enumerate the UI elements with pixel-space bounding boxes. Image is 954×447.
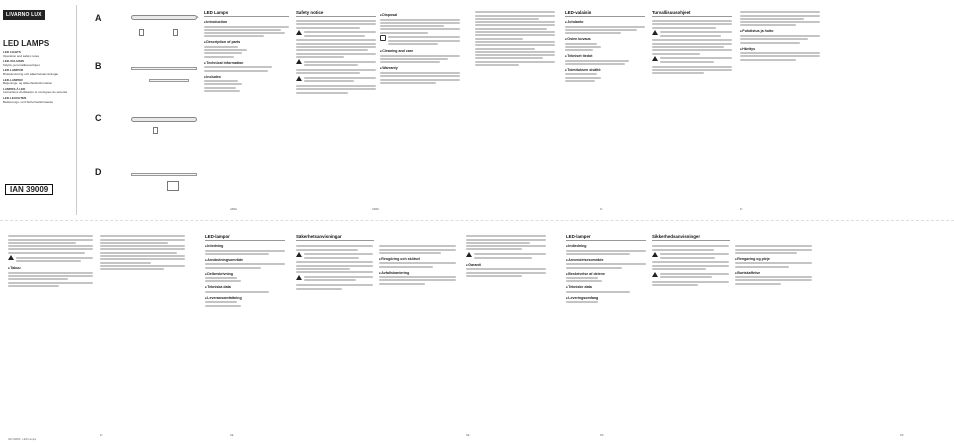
- clip-c: [153, 127, 158, 134]
- lamp-bar-a: [131, 15, 197, 20]
- page-dk-safety: Sikkerhedsanvisninger ■ Rengøring og pleje ■ Bortskaffelse: [652, 234, 812, 430]
- page-se-safety: Säkerhetsanvisningar ■ Rengöring och skötsel ■ Avfallshantering: [296, 234, 456, 430]
- figure-panel: [76, 5, 199, 215]
- variant-3: LED-LAMPOR: [3, 68, 23, 73]
- page-fi-safety: Turvallisuusohjeet: [652, 10, 732, 206]
- page-gb-disposal: ■ Disposal ■ Cleaning and care ■ Warranty: [380, 10, 460, 206]
- connector-d: [167, 181, 179, 191]
- variant-2: LED-VALAISIN: [3, 59, 24, 64]
- cover-title: LED LAMPS: [3, 39, 50, 48]
- variant-1: LED LIGHTS: [3, 50, 21, 54]
- variant-3-note: Bruksanvisning och säkerhetsanvisningar: [3, 71, 59, 76]
- page-se-warranty: ■ Garanti: [466, 234, 546, 430]
- variant-6-note: Bedienungs- und Sicherheitshinweise: [3, 99, 54, 104]
- variant-5: LAMPES À LED: [3, 86, 26, 91]
- page-fi-intro: LED-valaisin ■ Johdanto ■ Osien kuvaus ■ Tekniset tiedot ■ Toimituksen sisältö: [565, 10, 645, 206]
- ian-box: IAN 39009: [5, 184, 53, 195]
- page-fi-warranty-2: [100, 234, 185, 430]
- lamp-bar-c: [131, 117, 197, 122]
- figure-b: B: [93, 57, 197, 97]
- variant-6: LED-LEUCHTEN: [3, 95, 27, 100]
- clip-a2: [173, 29, 178, 36]
- figure-d: D: [93, 163, 197, 203]
- brand-logo: LIVARNO LUX: [3, 10, 45, 20]
- page-gb-warranty: [475, 10, 555, 206]
- cover-page: [3, 3, 73, 215]
- variant-5-note: Instructions d'utilisation et consignes de sécurité: [3, 90, 68, 95]
- page-fi-warranty: ■ Takuu: [8, 234, 93, 430]
- lamp-tube-b: [131, 67, 197, 70]
- figure-c: C: [93, 109, 197, 149]
- variant-2-note: Käyttö- ja turvallisuusohjeet: [3, 62, 40, 67]
- variant-4-note: Betjenings- og sikkerhedsinformation: [3, 81, 53, 86]
- page-gb-safety: Safety notice: [296, 10, 376, 206]
- page-fi-care: ■ Puhdistus ja hoito ■ Hävitys: [740, 10, 820, 206]
- page-gb-intro: LED Lamps ■ Introduction ■ Description of parts ■ Technical information ■ Includes: [204, 10, 289, 206]
- lamp-tube-d: [131, 173, 197, 176]
- page-se-intro: LED-lampor ■ Inledning ■ Användningsområde ■ Delbeskrivning ■ Tekniska data ■ Leveransomfattning: [205, 234, 285, 430]
- lamp-tube-b2: [149, 79, 189, 82]
- bin-icon: [380, 35, 386, 41]
- clip-a1: [139, 29, 144, 36]
- top-spread: LIVARNO LUX LED LAMPS LED LIGHTS Operation and safety notes LED-VALAISIN Käyttö- ja turvallisuusohjeet LED-LAMPOR Bruksanvisning och säkerhetsanvisningar LED-LAMPER Betjenings- og sikkerhedsinformation LAMPES À LED Instructions d'utilisation et consignes de sécurité LED-LEUCHTEN Bedienungs- und Sicherheitshinweise IAN 39009 A 1 B C D LED Lamps ■ Introduction ■ Description of parts ■ Technical information ■ Includes GB/IE Safety notice ■ Disposal ■ Cleaning and care ■ Warranty GB/IE LED-valaisin ■ Johdanto ■ Osien kuvaus ■ Tekniset tiedot ■ Toimituksen sisältö FI Turvallisuusohjeet ■ Puhdistus ja hoito ■ Hävitys FI: [0, 0, 954, 220]
- page-dk-intro: LED-lamper ■ Indledning ■ Anvendelsesområde ■ Beskrivelse af delene ■ Tekniske data ■ Leveringsomfang: [566, 234, 646, 430]
- variant-4: LED-LAMPER: [3, 77, 23, 82]
- figure-a: A 1: [93, 9, 197, 49]
- print-code: IAN 39009 · LED Lamps: [8, 438, 37, 441]
- variant-1-note: Operation and safety notes: [3, 53, 40, 58]
- bottom-spread: ■ Takuu FI LED-lampor ■ Inledning ■ Användningsområde ■ Delbeskrivning ■ Tekniska data ■ Leveransomfattning SE Säkerhetsanvisningar ■ Rengöring och skötsel ■ Avfallshantering ■ Garanti SE LED-lamper ■ Indledning ■ Anvendelsesområde ■ Beskrivelse af delene ■ Tekniske data ■ Leveringsomfang DK Sikkerhedsanvisninger ■ Rengøring og pleje ■ Bortskaffelse DK IAN 39009 · LED Lamps: [0, 224, 954, 444]
